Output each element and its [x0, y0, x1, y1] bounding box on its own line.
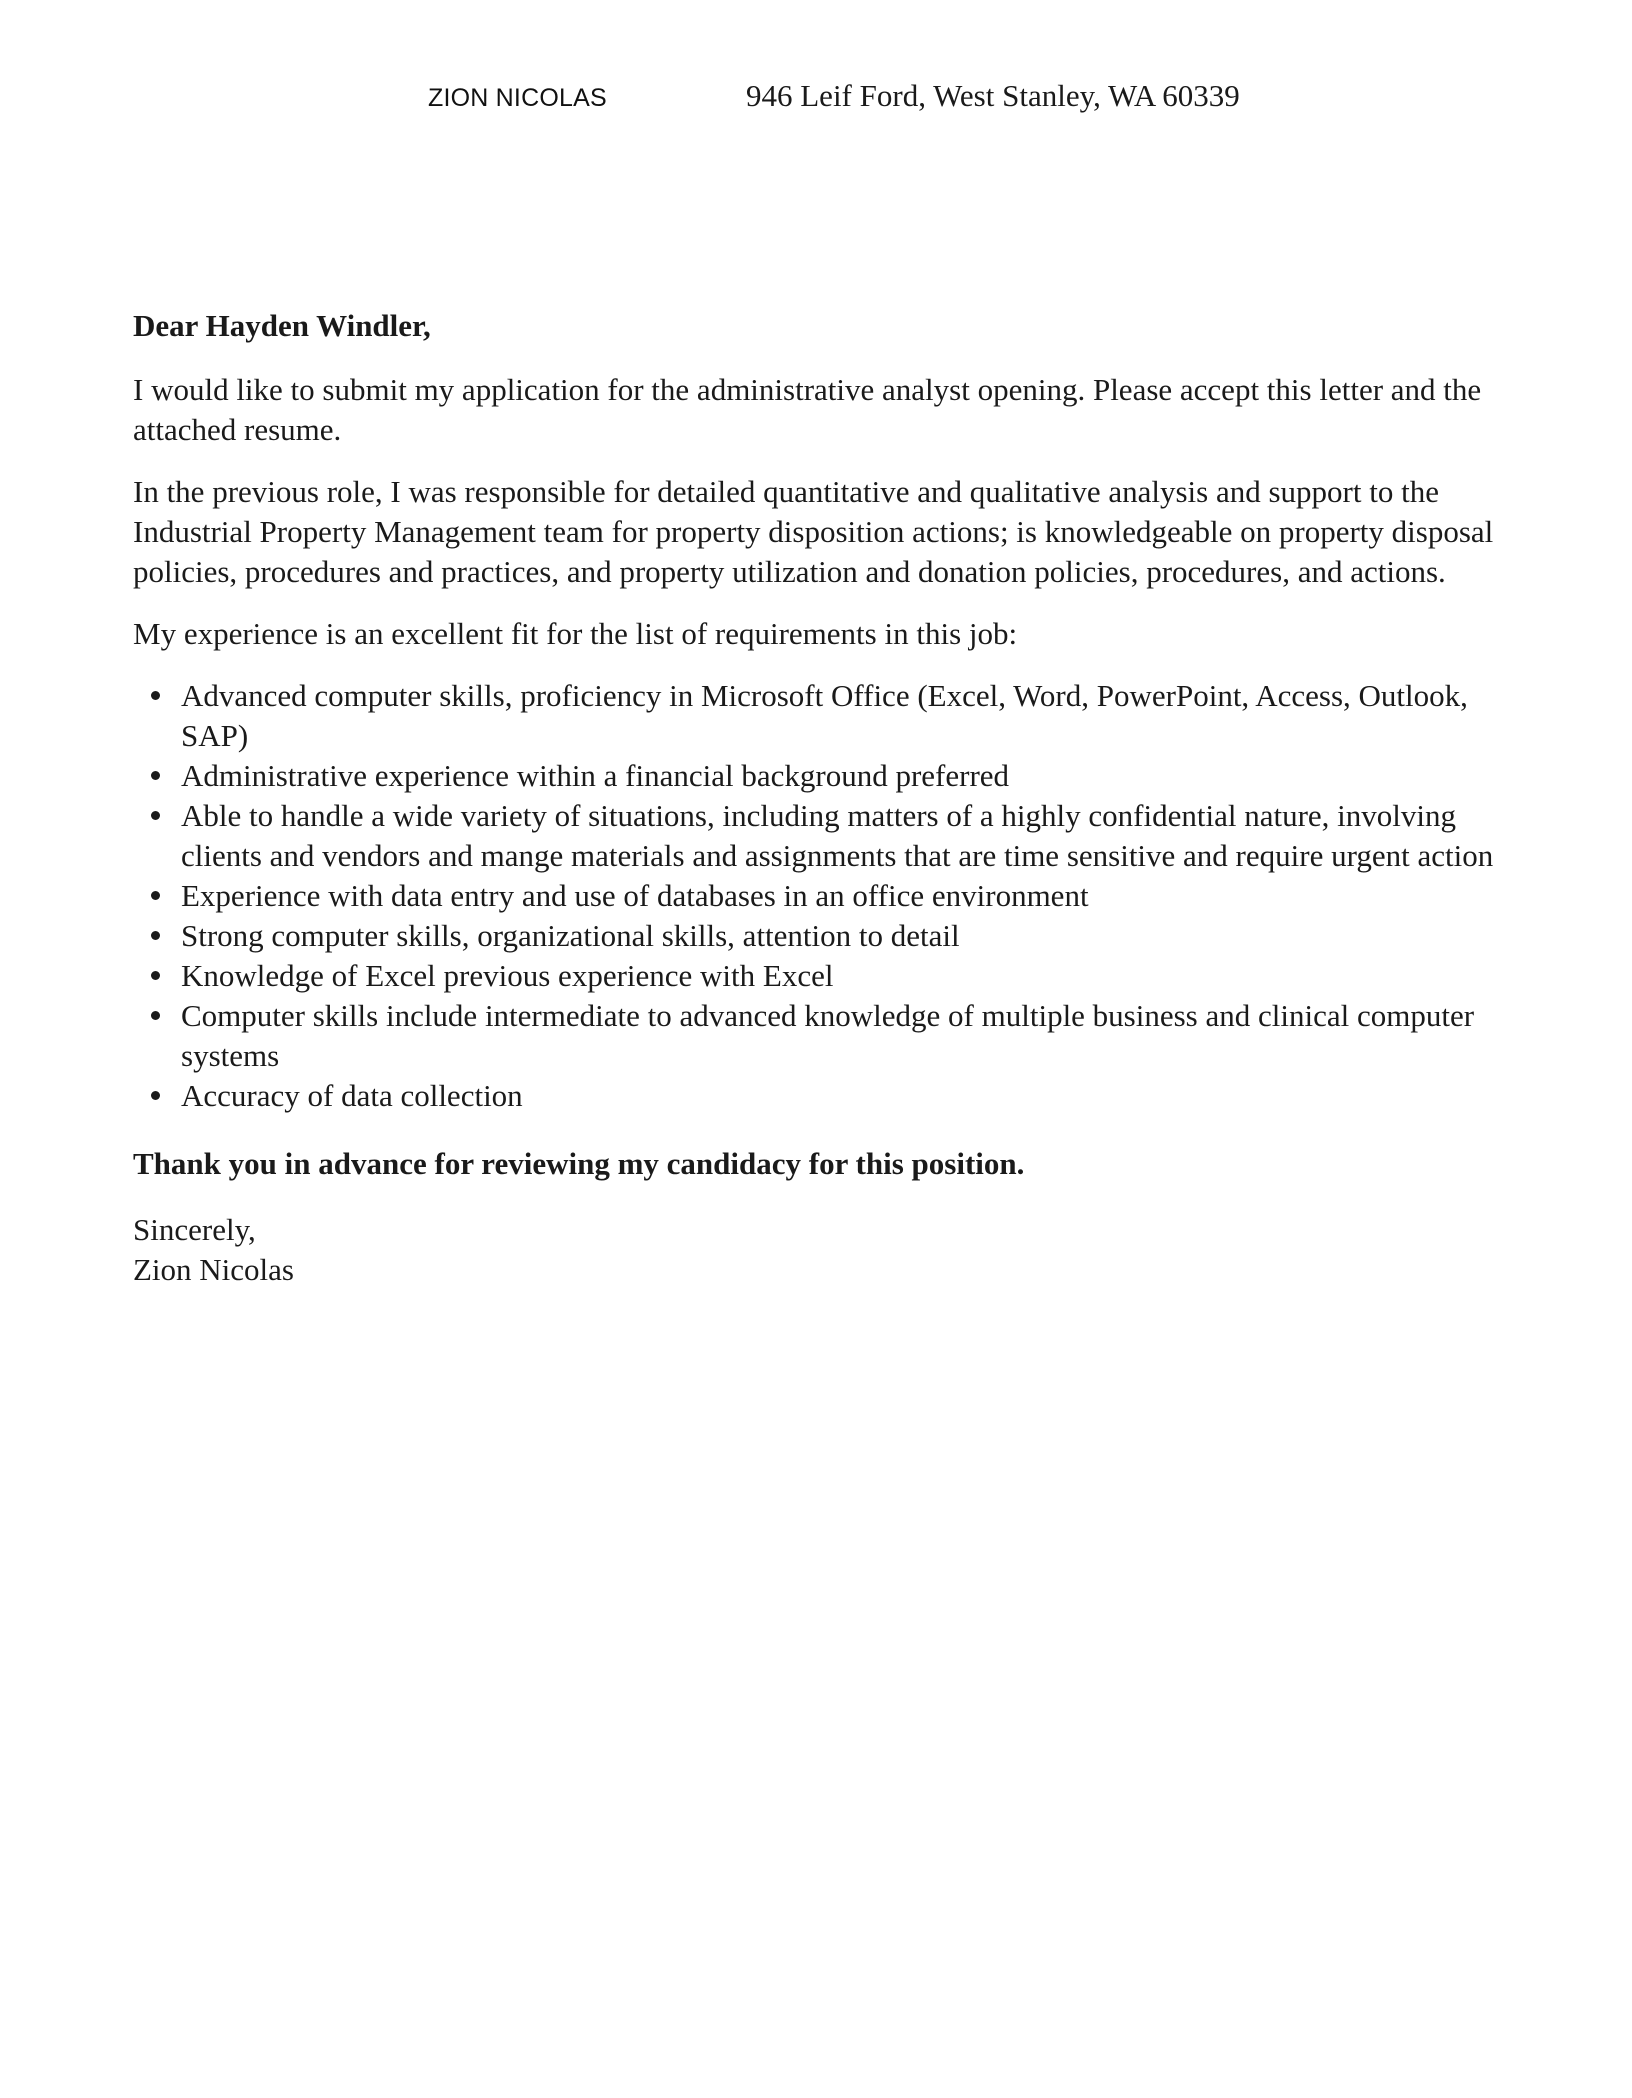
- bullet-icon: [151, 771, 160, 780]
- list-item-text: Accuracy of data collection: [181, 1078, 523, 1113]
- list-item: [133, 916, 1503, 956]
- closing-statement: Thank you in advance for reviewing my candidacy for this position.: [133, 1146, 1025, 1181]
- sender-name: ZION NICOLAS: [428, 84, 607, 112]
- list-item-text: Strong computer skills, organizational skills, attention to detail: [181, 918, 960, 953]
- signoff: Sincerely,: [133, 1212, 256, 1247]
- list-item: [133, 676, 1503, 756]
- requirements-intro: My experience is an excellent fit for the list of requirements in this job:: [133, 616, 1018, 651]
- list-item: [133, 756, 1503, 796]
- list-item-text: Administrative experience within a financial background preferred: [181, 758, 1010, 793]
- list-item: [133, 876, 1503, 916]
- requirements-list: [133, 676, 1503, 1116]
- salutation: Dear Hayden Windler,: [133, 308, 431, 343]
- experience-paragraph: In the previous role, I was responsible for detailed quantitative and qualitative analysis and support to the Industrial Property Management team for property disposition actions; is knowledgeable on property disposal policies, procedures and practices, and property utilization and donation policies, procedures, and actions.: [133, 474, 1494, 589]
- list-item: [133, 1076, 1503, 1116]
- list-item-text: Advanced computer skills, proficiency in Microsoft Office (Excel, Word, PowerPoint, Access, Outlook, SAP): [181, 678, 1468, 753]
- bullet-icon: [151, 1011, 160, 1020]
- bullet-icon: [151, 931, 160, 940]
- list-item: [133, 956, 1503, 996]
- list-item: [133, 996, 1503, 1076]
- list-item-text: Computer skills include intermediate to advanced knowledge of multiple business and clinical computer systems: [181, 998, 1475, 1073]
- list-item-text: Able to handle a wide variety of situations, including matters of a highly confidential nature, involving clients and vendors and mange materials and assignments that are time sensitive and require urgent action: [181, 798, 1494, 873]
- list-item-text: Knowledge of Excel previous experience with Excel: [181, 958, 834, 993]
- bullet-icon: [151, 891, 160, 900]
- bullet-icon: [151, 971, 160, 980]
- bullet-icon: [151, 1091, 160, 1100]
- bullet-icon: [151, 811, 160, 820]
- bullet-icon: [151, 691, 160, 700]
- list-item-text: Experience with data entry and use of databases in an office environment: [181, 878, 1089, 913]
- sender-address: 946 Leif Ford, West Stanley, WA 60339: [746, 78, 1240, 113]
- letter-body: [133, 306, 1503, 1290]
- list-item: [133, 796, 1503, 876]
- letter-header: [0, 78, 1632, 128]
- intro-paragraph: I would like to submit my application for the administrative analyst opening. Please accept this letter and the attached resume.: [133, 372, 1482, 447]
- signature-name: Zion Nicolas: [133, 1252, 294, 1287]
